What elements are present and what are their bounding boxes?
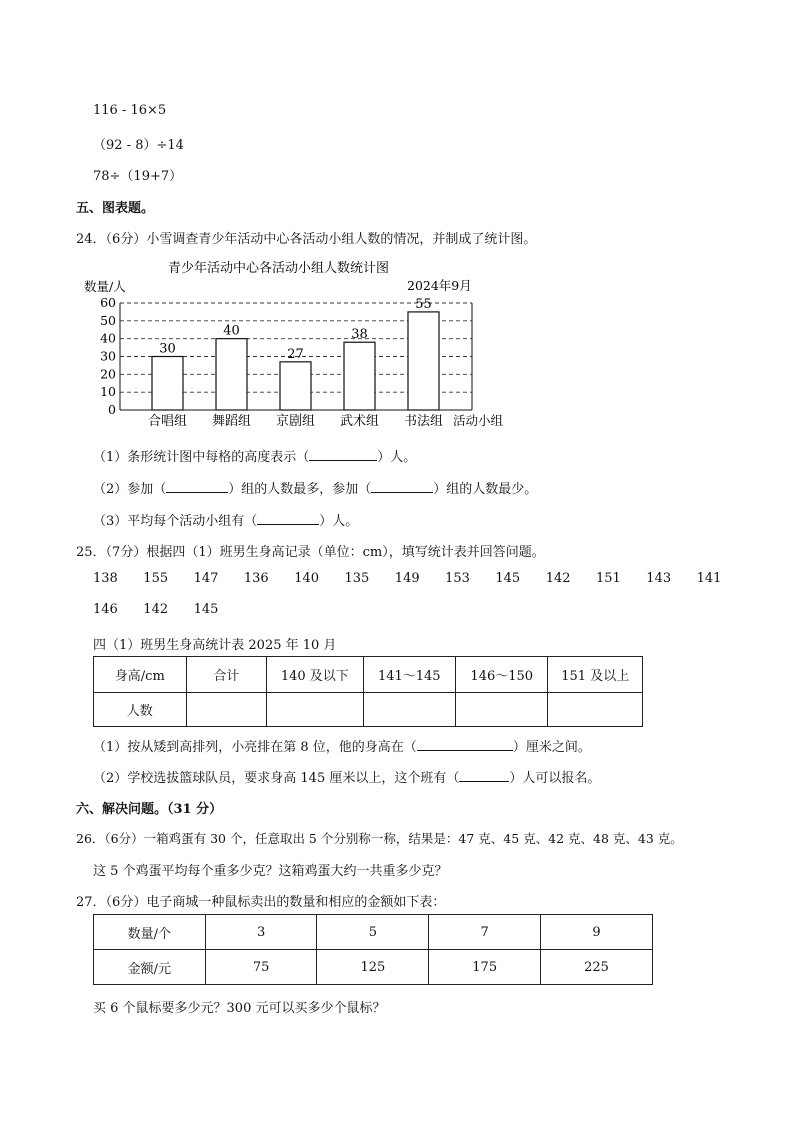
q24-sub1-text-a: （1）条形统计图中每格的高度表示（ <box>93 450 310 465</box>
q24-sub1-text-b: ）人。 <box>377 450 417 465</box>
height-value: 145 <box>495 571 521 586</box>
q27-r1-c1: 3 <box>205 915 317 950</box>
q24-sub3 <box>93 510 358 529</box>
cell-146-150[interactable] <box>456 693 548 727</box>
q27-r1-c4: 9 <box>541 915 653 950</box>
mouse-price-table <box>93 914 653 985</box>
q26-line-2: 这 5 个鸡蛋平均每个重多少克？这箱鸡蛋大约一共重多少克？ <box>93 864 448 879</box>
cell-total[interactable] <box>186 693 266 727</box>
q27-question: 买 6 个鼠标要多少元？300 元可以买多少个鼠标？ <box>93 1001 386 1016</box>
x-tick-label: 书法组 <box>403 414 444 429</box>
header-141-145: 141～145 <box>363 657 455 693</box>
q25-sub1-text-a: （1）按从矮到高排列，小亮排在第 8 位，他的身高在（ <box>93 740 417 755</box>
q24-sub1 <box>93 446 416 465</box>
q25-sub1-blank[interactable] <box>417 738 513 751</box>
q27-stem: 27．（6分）电子商城一种鼠标卖出的数量和相应的金额如下表： <box>76 895 446 910</box>
height-value: 142 <box>143 602 169 617</box>
q24-sub2 <box>93 478 537 497</box>
section-5-heading: 五、图表题。 <box>76 201 155 216</box>
height-value: 143 <box>646 571 672 586</box>
height-value: 140 <box>294 571 320 586</box>
q25-sub2-text-a: （2）学校选拔篮球队员，要求身高 145 厘米以上，这个班有（ <box>93 771 460 786</box>
y-tick-label: 40 <box>100 330 116 346</box>
height-value: 138 <box>93 571 118 586</box>
y-tick-label: 30 <box>100 348 116 364</box>
q25-sub2-blank[interactable] <box>459 769 509 782</box>
q27-r2-c4: 225 <box>541 950 653 985</box>
y-tick-label: 50 <box>100 312 116 328</box>
bar-value-label: 27 <box>287 346 304 362</box>
bar <box>280 362 311 410</box>
q27-r2-c2: 125 <box>317 950 429 985</box>
chart-bars <box>152 297 439 410</box>
y-tick-label: 0 <box>108 402 116 417</box>
q24-sub2-text-b: ）组的人数最多，参加（ <box>228 482 372 497</box>
q24-stem: 24．（6分）小雪调查青少年活动中心各活动小组人数的情况，并制成了统计图。 <box>76 232 537 247</box>
header-height: 身高/cm <box>94 657 187 693</box>
q25-stem: 25．（7分）根据四（1）班男生身高记录（单位：cm），填写统计表并回答问题。 <box>76 545 545 560</box>
q25-table-title: 四（1）班男生身高统计表 2025 年 10 月 <box>93 638 337 653</box>
bar <box>152 357 183 411</box>
header-total: 合计 <box>186 657 266 693</box>
cell-141-145[interactable] <box>363 693 455 727</box>
calc-2: （92 - 8）÷14 <box>93 138 184 153</box>
chart-date: 2024年9月 <box>407 278 472 293</box>
chart-y-ticks <box>100 295 116 417</box>
chart-x-label: 活动小组 <box>453 413 504 428</box>
calc-3: 78÷（19+7） <box>93 169 183 184</box>
q27-r2-c3: 175 <box>429 950 541 985</box>
height-stat-table <box>93 656 643 727</box>
height-value: 155 <box>143 571 169 586</box>
chart-title: 青少年活动中心各活动小组人数统计图 <box>168 261 390 276</box>
height-value: 136 <box>243 571 269 586</box>
height-value: 145 <box>193 602 219 617</box>
bar-chart <box>80 255 540 435</box>
height-value: 135 <box>344 571 370 586</box>
height-value: 141 <box>696 571 722 586</box>
height-value: 142 <box>545 571 571 586</box>
q24-sub3-text-a: （3）平均每个活动小组有（ <box>93 514 258 529</box>
q25-sub2 <box>93 767 600 786</box>
q24-sub2-blank-least[interactable] <box>371 480 433 493</box>
height-value: 151 <box>596 571 621 586</box>
q24-sub2-text-a: （2）参加（ <box>93 482 167 497</box>
calc-1: 116 - 16×5 <box>93 103 167 118</box>
q27-r1-label: 数量/个 <box>94 915 206 950</box>
cell-151-above[interactable] <box>548 693 643 727</box>
q26-line-1: 26．（6分）一箱鸡蛋有 30 个，任意取出 5 个分别称一称，结果是：47 克、45 克、42 克、48 克、43 克。 <box>76 831 683 846</box>
q25-sub2-text-b: ）人可以报名。 <box>509 771 601 786</box>
y-tick-label: 10 <box>100 384 116 400</box>
q27-r1-c3: 7 <box>429 915 541 950</box>
q24-sub2-blank-most[interactable] <box>166 480 228 493</box>
q25-sub1-text-b: ）厘米之间。 <box>512 740 591 755</box>
q25-sub1 <box>93 736 591 755</box>
x-tick-label: 京剧组 <box>275 414 316 429</box>
bar-value-label: 55 <box>415 296 432 312</box>
bar-value-label: 30 <box>159 341 176 357</box>
header-146-150: 146～150 <box>456 657 548 693</box>
x-tick-label: 武术组 <box>339 414 380 429</box>
height-value: 153 <box>445 571 470 586</box>
bar-value-label: 38 <box>351 327 368 343</box>
bar <box>344 342 375 410</box>
row-label-count: 人数 <box>94 693 187 727</box>
height-value: 147 <box>193 571 219 586</box>
chart-x-ticks <box>148 413 443 429</box>
bar <box>408 312 439 410</box>
y-tick-label: 60 <box>100 295 116 310</box>
q27-r2-c1: 75 <box>205 950 317 985</box>
height-value: 149 <box>394 571 420 586</box>
section-6-heading: 六、解决问题。（31 分） <box>76 802 223 817</box>
q24-sub2-text-c: ）组的人数最少。 <box>433 482 538 497</box>
cell-140-below[interactable] <box>267 693 363 727</box>
bar <box>216 339 247 410</box>
header-140-below: 140 及以下 <box>267 657 363 693</box>
chart-y-label: 数量/人 <box>84 279 126 294</box>
q27-r2-label: 金额/元 <box>94 950 206 985</box>
q24-sub3-text-b: ）人。 <box>319 514 359 529</box>
y-tick-label: 20 <box>100 366 116 382</box>
height-value: 146 <box>93 602 118 617</box>
q24-sub1-blank[interactable] <box>309 448 377 461</box>
header-151-above: 151 及以上 <box>548 657 643 693</box>
x-tick-label: 舞蹈组 <box>211 414 252 429</box>
x-tick-label: 合唱组 <box>147 414 188 429</box>
q27-r1-c2: 5 <box>317 915 429 950</box>
q24-sub3-blank[interactable] <box>257 512 319 525</box>
bar-value-label: 40 <box>223 323 240 339</box>
